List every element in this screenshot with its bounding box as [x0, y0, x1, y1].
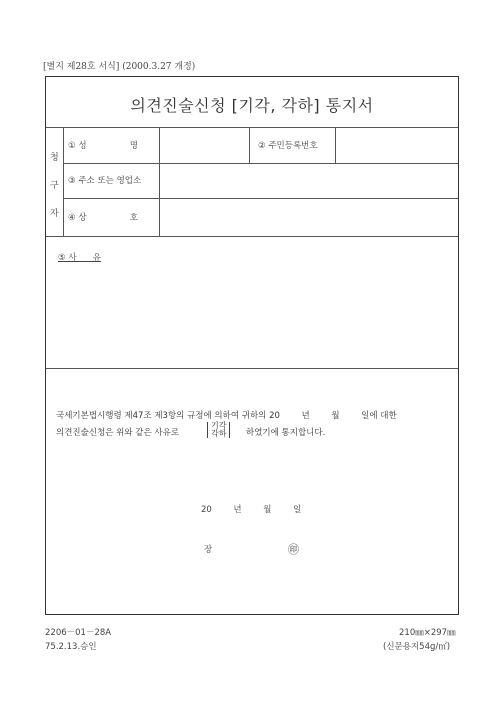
address-input[interactable] — [160, 164, 458, 198]
reason-textarea[interactable] — [58, 269, 448, 361]
form-number: 2206－01－28A — [45, 628, 112, 638]
form-header-note: [별지 제28호 서식] (2000.3.27 개정) — [43, 62, 196, 72]
notice-body-line-2-start: 의견진술신청은 위와 같은 사유로 — [56, 428, 180, 438]
applicant-label-char: 구 — [50, 181, 59, 191]
reason-label: ⑤ 사 유 — [58, 253, 101, 263]
form-title: 의견진술신청 [기각, 각하] 통지서 — [130, 96, 374, 115]
paper-size: 210㎜×297㎜ — [399, 628, 456, 638]
name-label: ① 성 명 — [68, 141, 138, 151]
issuer-label: 장 — [204, 545, 213, 555]
resident-number-label: ② 주민등록번호 — [258, 141, 318, 151]
seal-mark: ㊞ — [288, 543, 299, 556]
name-input[interactable] — [160, 128, 249, 163]
notice-body-line-2 — [56, 426, 179, 438]
name-value-divider — [249, 127, 250, 163]
notice-form — [45, 76, 459, 615]
notice-body-line-1: 국세기본법시행령 제47조 제3항의 규정에 의하여 귀하의 20 년 월 일에 대한 — [56, 411, 397, 421]
notice-body-line-2-end: 하였기에 통지합니다. — [246, 428, 326, 438]
reason-section-divider — [46, 368, 458, 369]
applicant-section-divider — [46, 236, 458, 237]
option-dismiss: 기각 — [211, 421, 227, 430]
applicant-column-divider — [63, 127, 64, 236]
paper-type: (신문용지54g/㎡) — [383, 642, 451, 652]
trade-name-label: ④ 상 호 — [68, 213, 138, 223]
resident-number-input[interactable] — [336, 128, 458, 163]
applicant-label-char: 청 — [50, 153, 59, 163]
dismissal-options-bracket — [207, 422, 230, 438]
applicant-label-char: 자 — [50, 209, 59, 219]
address-label: ③ 주소 또는 영업소 — [68, 176, 142, 186]
option-reject: 각하 — [211, 429, 227, 438]
trade-name-input[interactable] — [160, 199, 458, 236]
issue-date: 20 년 월 일 — [201, 505, 302, 515]
approval-date: 75.2.13.승인 — [45, 642, 97, 652]
